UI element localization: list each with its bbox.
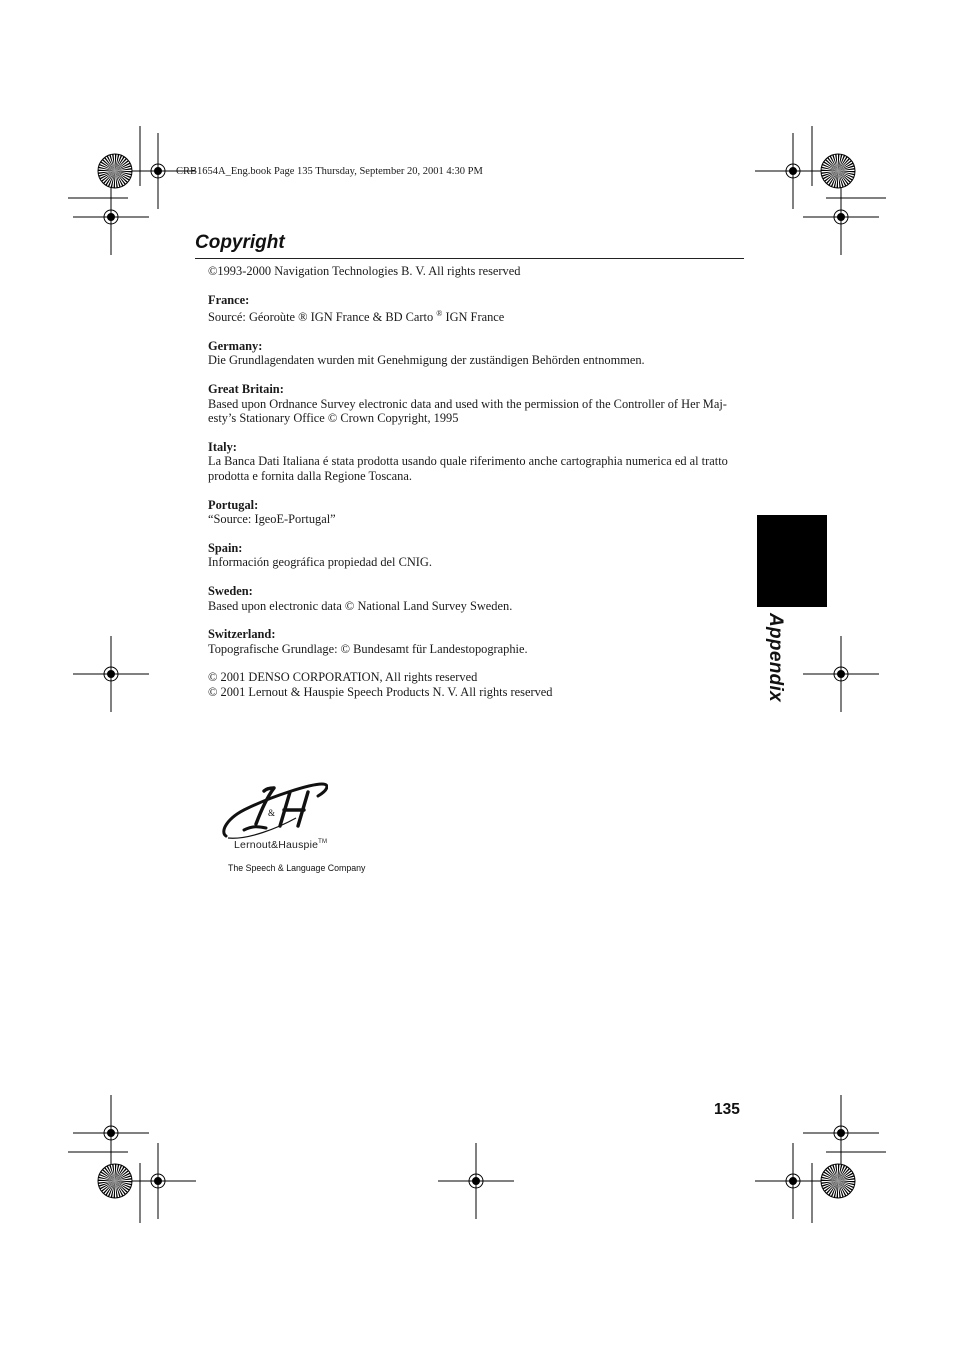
- intro-line: ©1993-2000 Navigation Technologies B. V. All rights reserved: [208, 264, 521, 278]
- star-target-wheel: [98, 1164, 132, 1198]
- section-italy: [208, 440, 746, 484]
- section-line: prodotta e fornita dalla Regione Toscana.: [208, 468, 412, 483]
- closing-line: © 2001 DENSO CORPORATION, All rights reserved: [208, 670, 478, 685]
- lernout-hauspie-logo: [208, 776, 376, 886]
- section-heading: France:: [208, 292, 250, 307]
- section-heading: Germany:: [208, 338, 263, 353]
- section-line: Based upon electronic data © National Land Survey Sweden.: [208, 598, 513, 613]
- section-heading: Spain:: [208, 540, 243, 555]
- section-line: Sourcé: Géoroùte ® IGN France & BD Carto ® IGN France: [208, 309, 505, 325]
- section-germany: [208, 339, 746, 368]
- logo-tagline: The Speech & Language Company: [228, 863, 366, 873]
- section-portugal: [208, 498, 746, 527]
- section-switzerland: [208, 627, 746, 656]
- section-tab-label: Appendix: [765, 613, 786, 702]
- section-line: Based upon Ordnance Survey electronic data and used with the permission of the Controller of Her Maj-: [208, 396, 727, 411]
- star-target-wheel: [98, 154, 132, 188]
- section-line: Topografische Grundlage: © Bundesamt für Landestopographie.: [208, 641, 528, 656]
- section-tab-block: [757, 515, 827, 607]
- section-heading: Italy:: [208, 439, 237, 454]
- print-header: CRB1654A_Eng.book Page 135 Thursday, September 20, 2001 4:30 PM: [176, 166, 483, 177]
- section-heading: Switzerland:: [208, 627, 276, 642]
- section-line: Información geográfica propiedad del CNIG.: [208, 555, 432, 570]
- star-target-wheel: [821, 1164, 855, 1198]
- logo-name: Lernout&Hauspie™: [234, 839, 328, 851]
- title-rule: [195, 258, 744, 259]
- copyright-body: [208, 264, 746, 699]
- page-number: 135: [714, 1101, 740, 1118]
- section-line: La Banca Dati Italiana é stata prodotta usando quale riferimento anche cartographia numerica ed al tratto: [208, 454, 728, 469]
- section-line: Die Grundlagendaten wurden mit Genehmigung der zuständigen Behörden entnommen.: [208, 353, 645, 368]
- section-heading: Sweden:: [208, 583, 253, 598]
- page-title: Copyright: [195, 232, 285, 253]
- trademark-mark: TM: [318, 839, 328, 845]
- section-heading: Great Britain:: [208, 381, 284, 396]
- closing-line: © 2001 Lernout & Hauspie Speech Products N. V. All rights reserved: [208, 684, 553, 699]
- star-target-wheel: [821, 154, 855, 188]
- lh-monogram-graphic: [218, 778, 328, 840]
- monogram-ampersand: &: [268, 808, 276, 818]
- section-heading: Portugal:: [208, 497, 259, 512]
- closing-notices: [208, 670, 746, 699]
- section-line: esty’s Stationary Office © Crown Copyright, 1995: [208, 411, 459, 426]
- section-france: [208, 293, 746, 325]
- section-line: “Source: IgeoE-Portugal”: [208, 512, 336, 527]
- section-sweden: [208, 584, 746, 613]
- section-spain: [208, 541, 746, 570]
- section-great-britain: [208, 382, 746, 426]
